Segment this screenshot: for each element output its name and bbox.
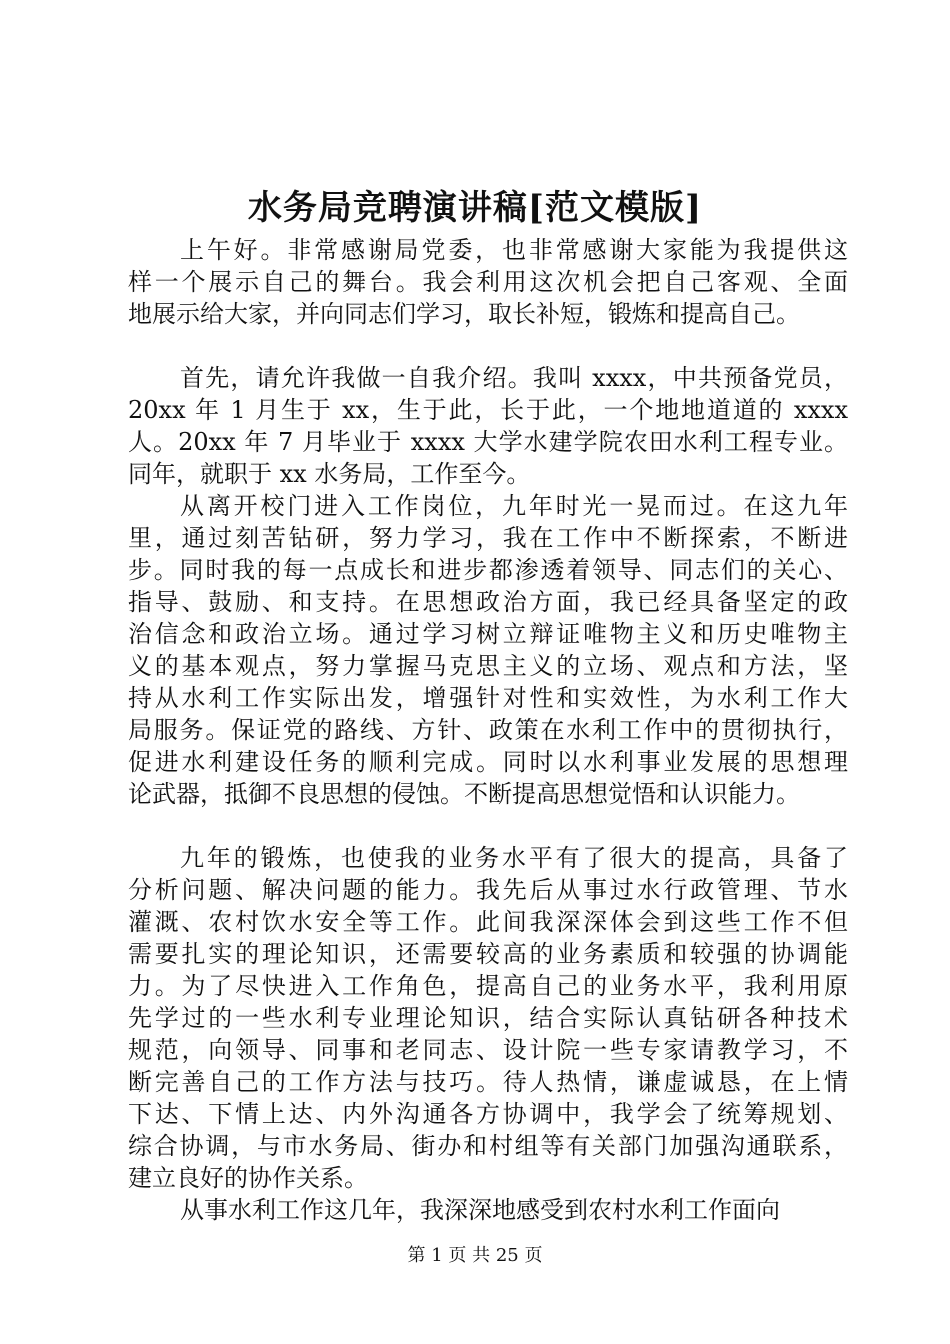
paragraph-4-line-11: 建立良好的协作关系。	[128, 1164, 368, 1192]
paragraph-4-line-7: 规范，向领导、同事和老同志、设计院一些专家请教学习，不	[128, 1036, 848, 1064]
paragraph-1-line-1: 上午好。非常感谢局党委，也非常感谢大家能为我提供这	[180, 236, 848, 264]
page-footer: 第 1 页 共 25 页	[407, 1245, 543, 1266]
paragraph-1-line-3: 地展示给大家，并向同志们学习，取长补短，锻炼和提高自己。	[128, 300, 800, 328]
paragraph-3-line-2: 里，通过刻苦钻研，努力学习，我在工作中不断探索，不断进	[128, 524, 848, 552]
document-body	[128, 234, 848, 1226]
paragraph-4-line-3: 灌溉、农村饮水安全等工作。此间我深深体会到这些工作不但	[128, 908, 848, 936]
paragraph-3-line-10: 论武器，抵御不良思想的侵蚀。不断提高思想觉悟和认识能力。	[128, 780, 800, 808]
paragraph-3-line-4: 指导、鼓励、和支持。在思想政治方面，我已经具备坚定的政	[128, 588, 848, 616]
paragraph-spacer	[128, 810, 848, 842]
paragraph-4-line-9: 下达、下情上达、内外沟通各方协调中，我学会了统筹规划、	[128, 1100, 848, 1128]
paragraph-spacer	[128, 330, 848, 362]
paragraph-2-line-2: 20xx 年 1 月生于 xx，生于此，长于此，一个地地道道的 xxxx	[128, 396, 848, 424]
paragraph-2-line-4: 同年，就职于 xx 水务局，工作至今。	[128, 460, 531, 488]
paragraph-4-line-4: 需要扎实的理论知识，还需要较高的业务素质和较强的协调能	[128, 940, 848, 968]
paragraph-4-line-5: 力。为了尽快进入工作角色，提高自己的业务水平，我利用原	[128, 972, 848, 1000]
paragraph-3-line-8: 局服务。保证党的路线、方针、政策在水利工作中的贯彻执行，	[128, 716, 848, 744]
paragraph-3-line-5: 治信念和政治立场。通过学习树立辩证唯物主义和历史唯物主	[128, 620, 848, 648]
paragraph-1-line-2: 样一个展示自己的舞台。我会利用这次机会把自己客观、全面	[128, 268, 848, 296]
paragraph-4-line-1: 九年的锻炼，也使我的业务水平有了很大的提高，具备了	[180, 844, 848, 872]
document-title: 水务局竞聘演讲稿[范文模版]	[247, 188, 703, 228]
paragraph-2-line-3: 人。20xx 年 7 月毕业于 xxxx 大学水建学院农田水利工程专业。	[128, 428, 848, 456]
paragraph-2-line-1: 首先，请允许我做一自我介绍。我叫 xxxx，中共预备党员，	[180, 364, 848, 392]
paragraph-4-line-10: 综合协调，与市水务局、街办和村组等有关部门加强沟通联系，	[128, 1132, 848, 1160]
paragraph-4-line-2: 分析问题、解决问题的能力。我先后从事过水行政管理、节水	[128, 876, 848, 904]
paragraph-3-line-9: 促进水利建设任务的顺利完成。同时以水利事业发展的思想理	[128, 748, 848, 776]
paragraph-5-line-1: 从事水利工作这几年，我深深地感受到农村水利工作面向	[180, 1196, 780, 1224]
paragraph-4-line-8: 断完善自己的工作方法与技巧。待人热情，谦虚诚恳，在上情	[128, 1068, 848, 1096]
paragraph-3-line-1: 从离开校门进入工作岗位，九年时光一晃而过。在这九年	[180, 492, 848, 520]
paragraph-3-line-7: 持从水利工作实际出发，增强针对性和实效性，为水利工作大	[128, 684, 848, 712]
paragraph-3-line-3: 步。同时我的每一点成长和进步都渗透着领导、同志们的关心、	[128, 556, 848, 584]
paragraph-3-line-6: 义的基本观点，努力掌握马克思主义的立场、观点和方法，坚	[128, 652, 848, 680]
paragraph-4-line-6: 先学过的一些水利专业理论知识，结合实际认真钻研各种技术	[128, 1004, 848, 1032]
